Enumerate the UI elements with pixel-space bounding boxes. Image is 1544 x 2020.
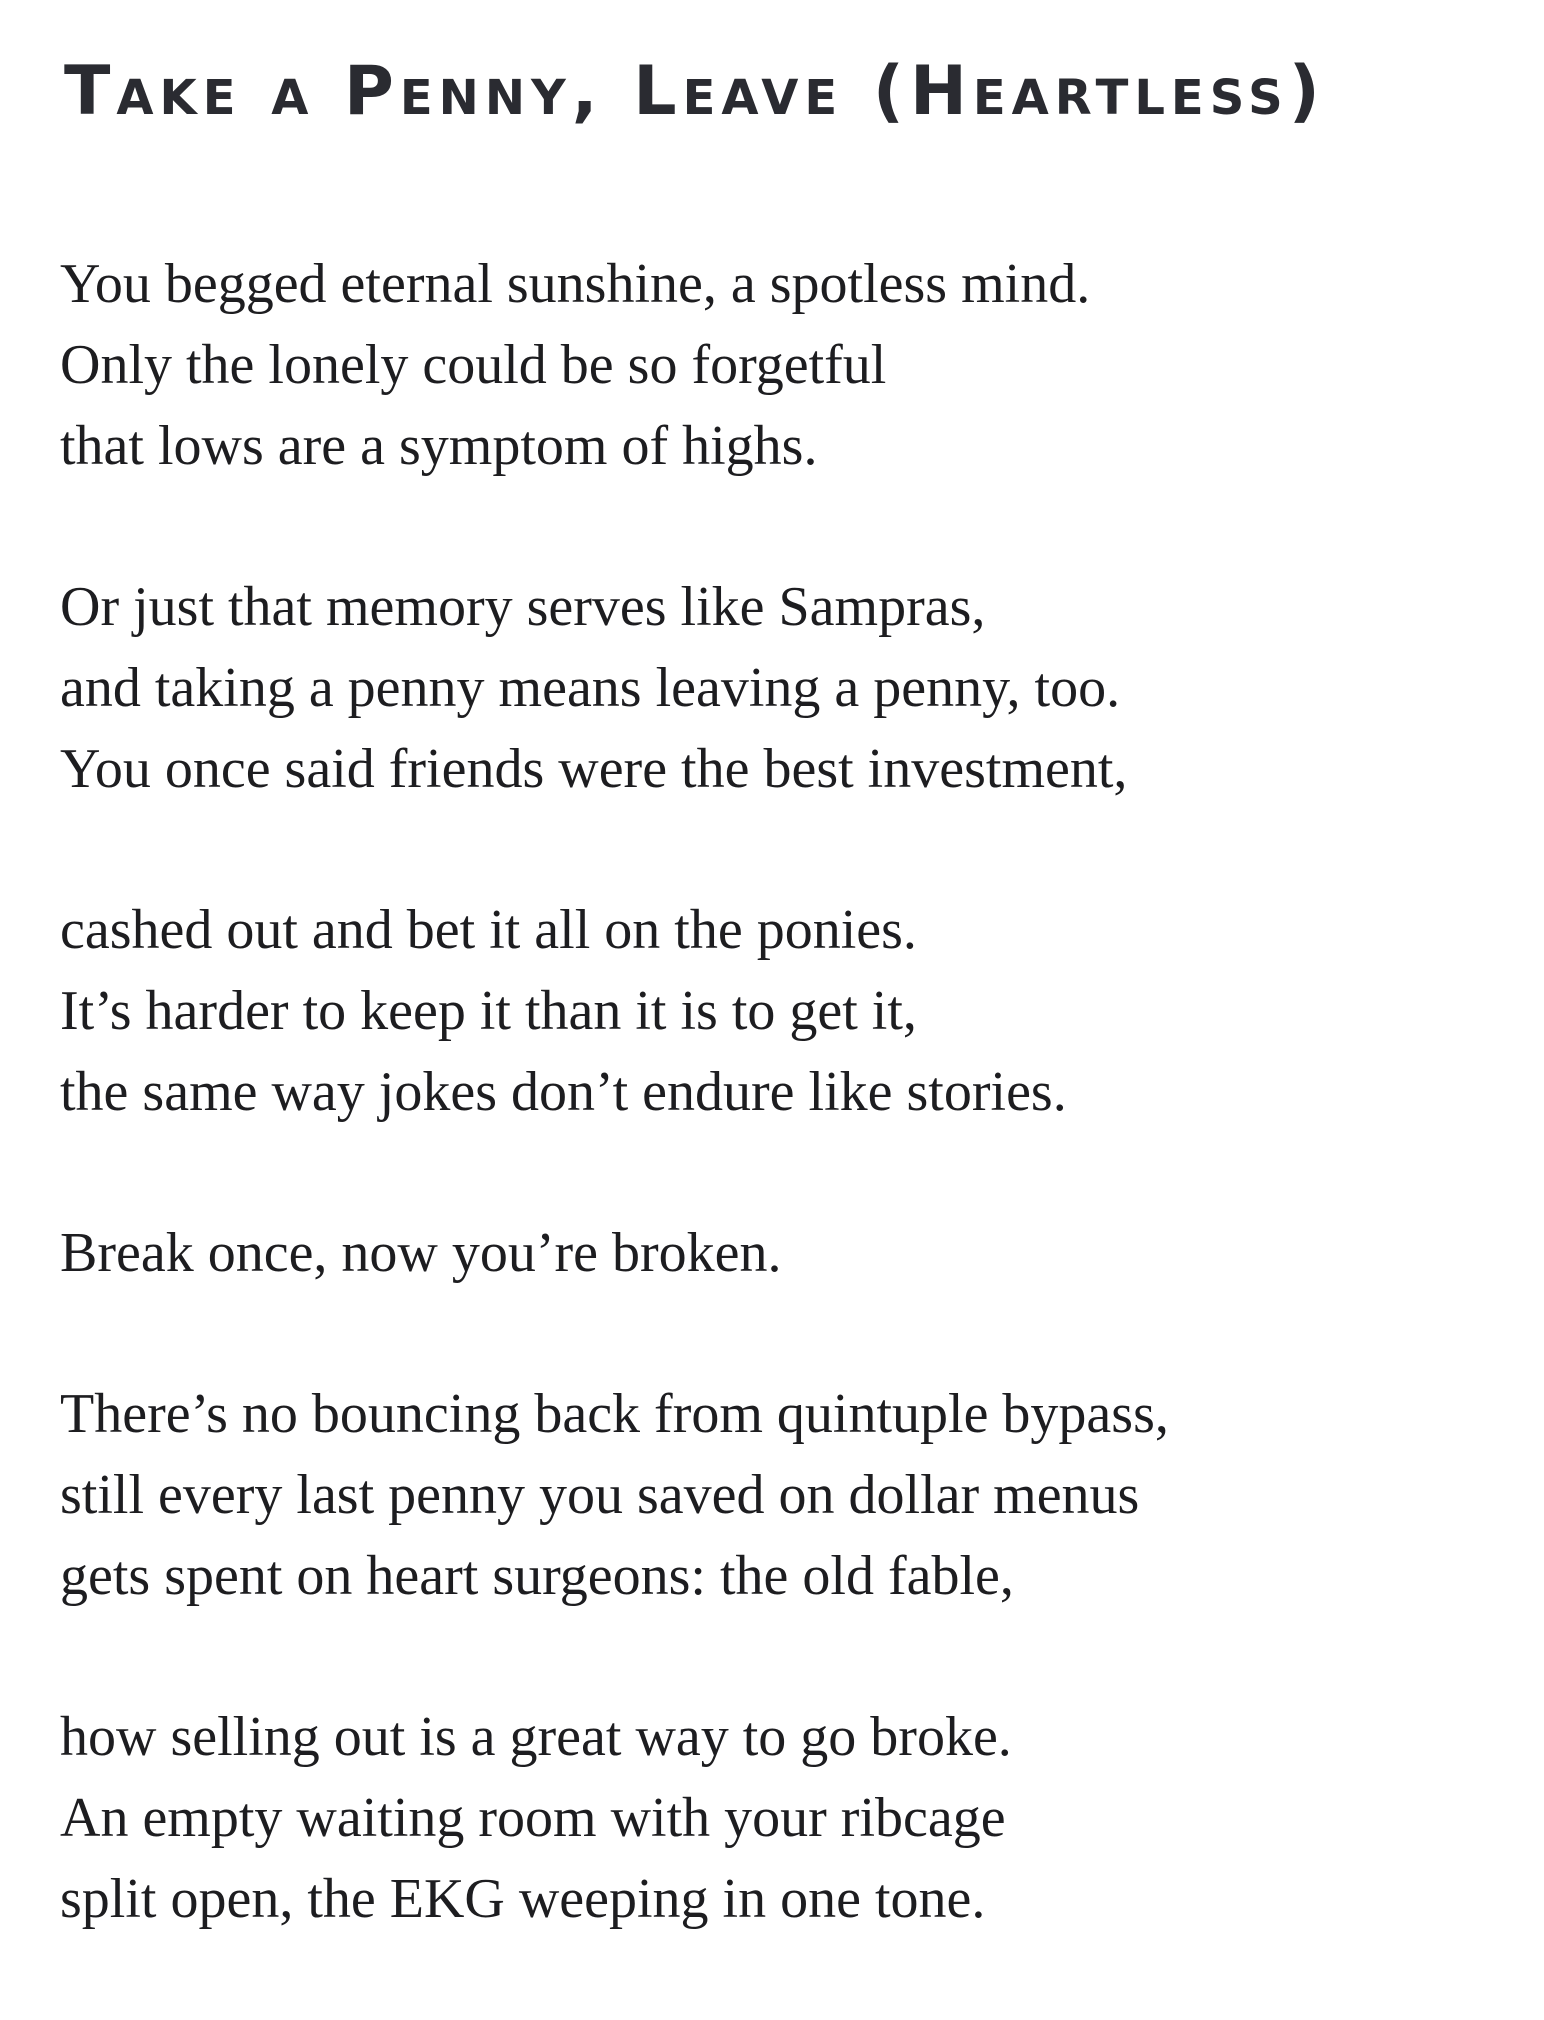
poem-title: Take a Penny, Leave (Heartless) xyxy=(64,52,1326,131)
poem-line: and taking a penny means leaving a penny, too. xyxy=(60,657,1121,719)
poem-line: how selling out is a great way to go broke. xyxy=(60,1706,1012,1768)
poem-line: An empty waiting room with your ribcage xyxy=(60,1787,1006,1849)
poem-line: Only the lonely could be so forgetful xyxy=(60,334,887,396)
poem-line: Break once, now you’re broken. xyxy=(60,1222,782,1284)
poem-line: cashed out and bet it all on the ponies. xyxy=(60,899,917,961)
poem-line: Or just that memory serves like Sampras, xyxy=(60,576,986,638)
stanza-5 xyxy=(60,1374,1480,1617)
poem-line: It’s harder to keep it than it is to get it, xyxy=(60,980,917,1042)
stanza-1 xyxy=(60,244,1480,487)
poem-line: gets spent on heart surgeons: the old fable, xyxy=(60,1545,1014,1607)
poem-line: There’s no bouncing back from quintuple bypass, xyxy=(60,1383,1169,1445)
poem-body xyxy=(60,244,1480,2020)
poem-line: split open, the EKG weeping in one tone. xyxy=(60,1868,986,1930)
poem-line: You begged eternal sunshine, a spotless mind. xyxy=(60,253,1091,315)
stanza-4 xyxy=(60,1213,1480,1294)
stanza-2 xyxy=(60,567,1480,810)
poem-line: You once said friends were the best investment, xyxy=(60,738,1128,800)
stanza-6 xyxy=(60,1697,1480,1940)
poem-line: that lows are a symptom of highs. xyxy=(60,415,818,477)
poem-line: the same way jokes don’t endure like stories. xyxy=(60,1061,1067,1123)
poem-line: still every last penny you saved on dollar menus xyxy=(60,1464,1140,1526)
stanza-3 xyxy=(60,890,1480,1133)
